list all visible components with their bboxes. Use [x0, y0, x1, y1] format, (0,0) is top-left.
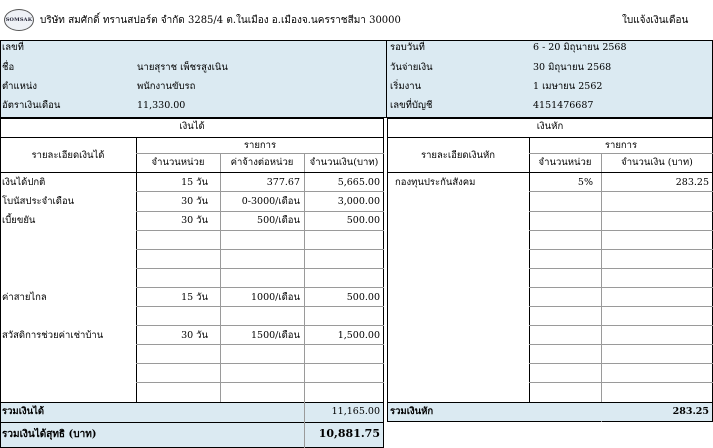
income-row-amount: 3,000.00	[337, 196, 380, 207]
deduction-row-qty: 5%	[577, 177, 593, 188]
income-row-qty: 30 วัน	[181, 330, 208, 341]
income-row-qty: 30 วัน	[181, 215, 208, 226]
income-col-qty-header: จำนวนหน่วย	[151, 157, 205, 168]
deduction-detail-header: รายละเอียดเงินหัก	[420, 150, 495, 161]
info-value-start-date: 1 เมษายน 2562	[533, 81, 603, 92]
income-row-label: สวัสดิการช่วยค่าเช่าบ้าน	[2, 330, 104, 341]
info-value-salary-rate: 11,330.00	[137, 100, 186, 111]
income-row-label: โบนัสประจำเดือน	[2, 196, 75, 207]
income-section-title: เงินได้	[179, 121, 205, 132]
income-row-rate: 0-3000/เดือน	[241, 196, 300, 207]
deduction-total-value: 283.25	[672, 406, 709, 417]
income-total-value: 11,165.00	[331, 406, 380, 417]
deduction-row-label: กองทุนประกันสังคม	[395, 177, 476, 188]
info-label-position: ตำแหน่ง	[2, 81, 38, 92]
income-row-qty: 30 วัน	[181, 196, 208, 207]
info-value-period: 6 - 20 มิถุนายน 2568	[533, 42, 627, 53]
income-row-label: เงินได้ปกติ	[2, 177, 46, 188]
info-value-name: นายสุราช เพ็ชรสูงเนิน	[137, 62, 228, 73]
deduction-total-label: รวมเงินหัก	[390, 406, 434, 417]
info-label-start-date: เริ่มงาน	[390, 81, 422, 92]
income-row-amount: 500.00	[346, 292, 380, 303]
net-income-label: รวมเงินได้สุทธิ (บาท)	[2, 429, 97, 440]
income-col-rate-header: ค่าจ้างต่อหน่วย	[230, 157, 294, 168]
income-row-qty: 15 วัน	[181, 292, 208, 303]
income-row-amount: 1,500.00	[337, 330, 380, 341]
deduction-col-qty-header: จำนวนหน่วย	[538, 157, 592, 168]
info-value-position: พนักงานขับรถ	[137, 81, 196, 92]
income-row-rate: 1000/เดือน	[251, 292, 300, 303]
net-income-value: 10,881.75	[318, 427, 380, 440]
document-title: ใบแจ้งเงินเดือน	[622, 15, 689, 26]
income-row-rate: 377.67	[266, 177, 300, 188]
info-label-pay-date: วันจ่ายเงิน	[390, 62, 433, 73]
income-col-amount-header: จำนวนเงิน(บาท)	[309, 157, 379, 168]
info-label-doc-no: เลขที่	[2, 42, 24, 53]
income-row-qty: 15 วัน	[181, 177, 208, 188]
income-detail-header: รายละเอียดเงินได้	[31, 150, 105, 161]
info-label-period: รอบวันที่	[390, 42, 425, 53]
deduction-group-header: รายการ	[604, 140, 638, 151]
deduction-row-amount: 283.25	[675, 177, 709, 188]
company-logo: SOMSAK	[4, 9, 34, 31]
income-row-rate: 1500/เดือน	[251, 330, 300, 341]
income-group-header: รายการ	[243, 140, 277, 151]
deduction-section-title: เงินหัก	[536, 121, 564, 132]
info-label-salary-rate: อัตราเงินเดือน	[2, 100, 61, 111]
info-divider	[386, 40, 387, 118]
info-value-account-no: 4151476687	[533, 100, 594, 111]
income-total-label: รวมเงินได้	[2, 406, 45, 417]
company-name-address: บริษัท สมศักดิ์ ทรานสปอร์ต จำกัด 3285/4 ต.ในเมือง อ.เมืองจ.นครราชสีมา 30000	[40, 15, 401, 26]
income-row-label: เบี้ยขยัน	[2, 215, 36, 226]
income-row-rate: 500/เดือน	[257, 215, 300, 226]
income-row-label: ค่าสายไกล	[2, 292, 47, 303]
deduction-col-amount-header: จำนวนเงิน (บาท)	[621, 157, 693, 168]
info-value-pay-date: 30 มิถุนายน 2568	[533, 62, 612, 73]
info-label-account-no: เลขที่บัญชี	[390, 100, 433, 111]
info-label-name: ชื่อ	[2, 62, 15, 73]
income-row-amount: 5,665.00	[337, 177, 380, 188]
income-row-amount: 500.00	[346, 215, 380, 226]
